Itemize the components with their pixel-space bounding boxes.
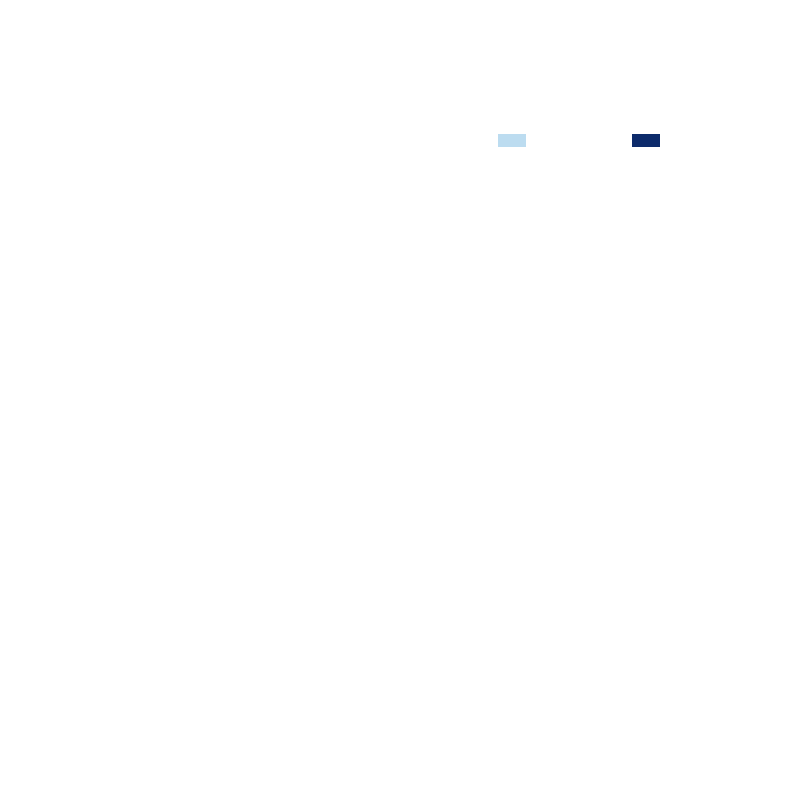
chart-top (0, 168, 800, 398)
chart-bottom-plot (0, 428, 800, 678)
chart-legend (498, 130, 758, 152)
legend-item-filtracion (498, 130, 536, 150)
legend-item-lavado (632, 130, 670, 150)
chart-top-plot (0, 168, 800, 398)
legend-swatch-lavado (632, 134, 660, 147)
legend-swatch-filtracion (498, 134, 526, 147)
chart-bottom (0, 428, 800, 693)
